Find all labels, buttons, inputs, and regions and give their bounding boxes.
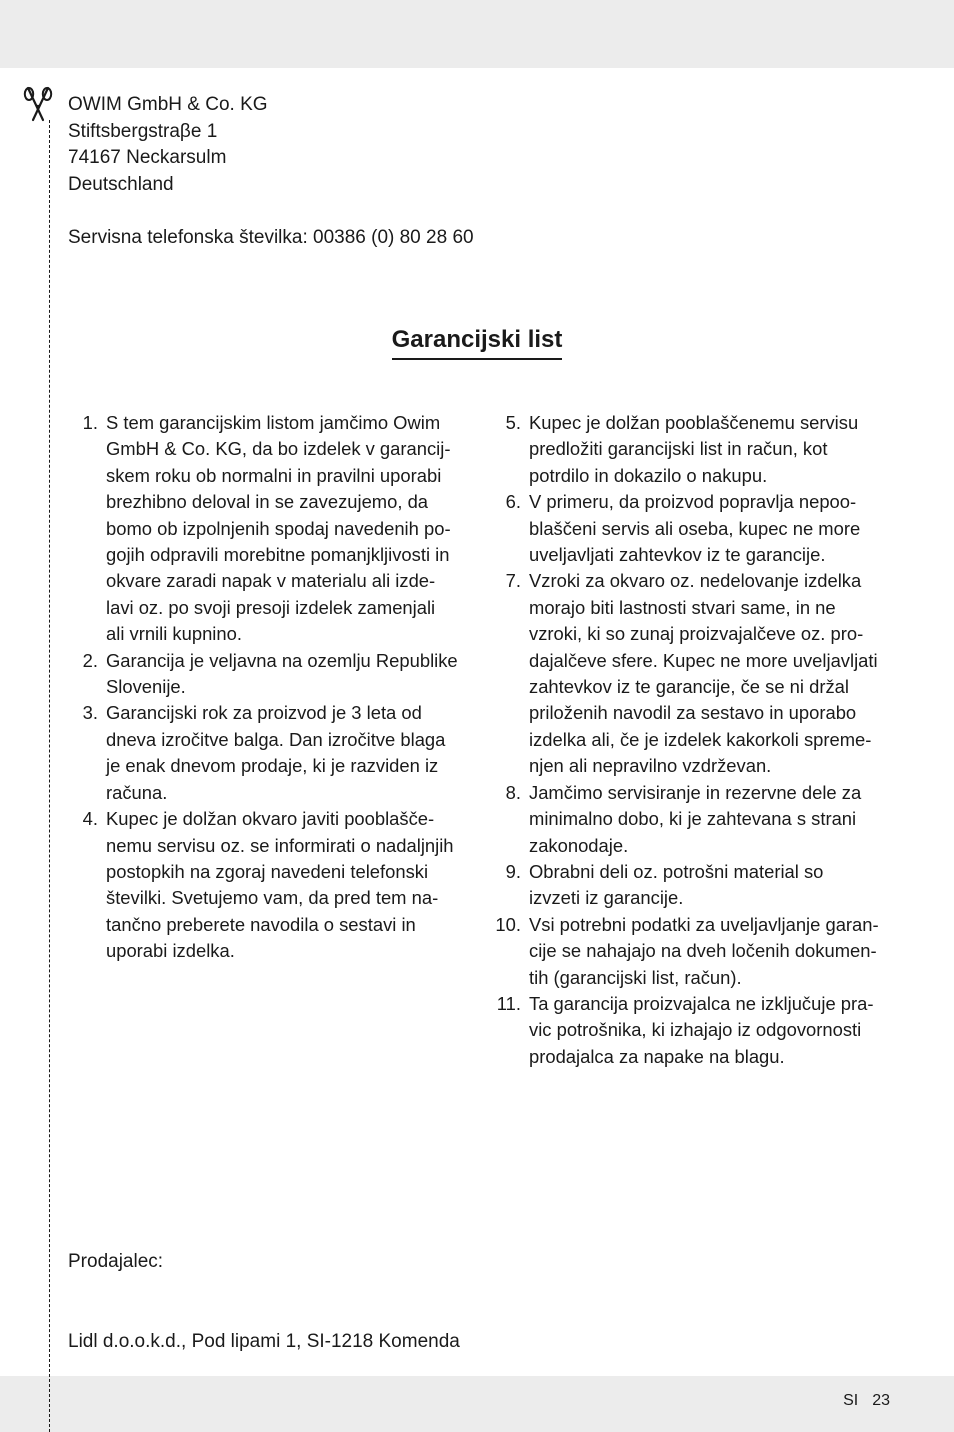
page-number: 23 <box>872 1392 890 1409</box>
term-text-line: zakonodaje. <box>529 834 629 856</box>
term-number: 11. <box>496 992 521 1014</box>
term-text-line: potrdilo in dokazilo o nakupu. <box>529 464 768 486</box>
term-text-line: Garancija je veljavna na ozemlju Republike <box>106 649 458 671</box>
seller-label: Prodajalec: <box>68 1251 164 1272</box>
term-text-line: GmbH & Co. KG, da bo izdelek v garancij- <box>106 438 451 460</box>
term-text-line: Garancijski rok za proizvod je 3 leta od <box>106 702 422 724</box>
term-text-line: cije se nahajajo na dveh ločenih dokumen- <box>529 940 877 962</box>
term-text-line: lavi oz. po svoji presoji izdelek zamenjali <box>106 596 436 618</box>
company-name: OWIM GmbH & Co. KG <box>68 94 268 115</box>
term-item <box>68 648 468 701</box>
term-text-line: Kupec je dolžan okvaro javiti pooblašče- <box>106 808 435 830</box>
term-text-line: izvzeti iz garancije. <box>529 887 684 909</box>
language-code: SI <box>843 1392 859 1409</box>
term-text-line: prodajalca za napake na blagu. <box>529 1045 785 1067</box>
term-text-line: Vzroki za okvaro oz. nedelovanje izdelka <box>529 570 862 592</box>
term-text-line: brezhibno deloval in se zavezujemo, da <box>106 491 429 513</box>
term-text-line: računa. <box>106 781 168 803</box>
term-text-line: Obrabni deli oz. potrošni material so <box>529 860 824 882</box>
service-phone: Servisna telefonska številka: 00386 (0) 80 28 60 <box>68 227 474 248</box>
term-item <box>68 806 468 964</box>
terms-list-left <box>68 410 468 965</box>
term-number: 8. <box>505 781 521 803</box>
scissors-icon <box>22 84 54 124</box>
term-number: 9. <box>505 860 521 882</box>
term-number: 3. <box>82 702 98 724</box>
term-text-line: blaščeni servis ali oseba, kupec ne more <box>529 517 861 539</box>
term-number: 4. <box>82 808 98 830</box>
term-text-line: predložiti garancijski list in račun, kot <box>529 438 828 460</box>
manufacturer-address <box>68 92 268 198</box>
term-text-line: Ta garancija proizvajalca ne izključuje pra- <box>529 992 874 1014</box>
top-band <box>0 0 954 68</box>
term-text-line: minimalno dobo, ki je zahtevana s strani <box>529 808 857 830</box>
term-number: 7. <box>505 570 521 592</box>
term-item <box>486 568 890 779</box>
term-item <box>486 912 890 991</box>
term-text-line: bomo ob izpolnjenih spodaj navedenih po- <box>106 517 451 539</box>
term-text-line: S tem garancijskim listom jamčimo Owim <box>106 412 441 433</box>
country-line: Deutschland <box>68 173 174 195</box>
term-text-line: je enak dnevom prodaje, ki je razviden iz <box>106 755 439 777</box>
terms-list-right <box>486 410 890 1070</box>
term-text-line: Jamčimo servisiranje in rezervne dele za <box>529 781 862 803</box>
term-text-line: vzroki, ki so zunaj proizvajalčeve oz. pro- <box>529 623 864 645</box>
term-item <box>68 410 468 648</box>
term-text-line: zahtevkov iz te garancije, če se ni držal <box>529 676 849 698</box>
term-text-line: V primeru, da proizvod popravlja nepoo- <box>529 491 857 513</box>
term-number: 2. <box>82 649 98 671</box>
term-text-line: dneva izročitve balga. Dan izročitve blaga <box>106 728 446 750</box>
term-item <box>68 700 468 806</box>
term-text-line: tančno preberete navodila o sestavi in <box>106 913 416 935</box>
term-text-line: Vsi potrebni podatki za uveljavljanje garan- <box>529 913 879 935</box>
cut-line <box>49 120 50 1432</box>
term-text-line: vic potrošnika, ki izhajajo iz odgovornosti <box>529 1019 862 1041</box>
term-text-line: gojih odpravili morebitne pomanjkljivosti in <box>106 544 450 566</box>
street-line: Stiftsbergstraβe 1 <box>68 120 218 142</box>
term-text-line: Kupec je dolžan pooblaščenemu servisu <box>529 412 859 433</box>
term-text-line: uveljavljati zahtevkov iz te garancije. <box>529 544 826 566</box>
term-number: 5. <box>505 412 521 433</box>
city-line: 74167 Neckarsulm <box>68 147 227 169</box>
term-text-line: Slovenije. <box>106 676 186 698</box>
document-title-wrapper <box>0 324 954 360</box>
term-item <box>486 991 890 1070</box>
term-text-line: tih (garancijski list, račun). <box>529 966 742 988</box>
term-number: 6. <box>505 491 521 513</box>
term-text-line: uporabi izdelka. <box>106 940 235 962</box>
term-text-line: nemu servisu oz. se informirati o nadaljnjih <box>106 834 454 856</box>
page-footer <box>800 1390 890 1412</box>
term-number: 10. <box>495 913 521 935</box>
term-item <box>486 859 890 912</box>
seller-address: Lidl d.o.o.k.d., Pod lipami 1, SI-1218 Komenda <box>68 1331 460 1352</box>
term-text-line: njen ali nepravilno vzdrževan. <box>529 755 772 777</box>
term-item <box>486 780 890 859</box>
term-text-line: dajalčeve sfere. Kupec ne more uveljavljati <box>529 649 878 671</box>
term-text-line: postopkih na zgoraj navedeni telefonski <box>106 860 429 882</box>
term-text-line: izdelka ali, če je izdelek kakorkoli spreme- <box>529 728 872 750</box>
term-text-line: okvare zaradi napak v materialu ali izde- <box>106 570 436 592</box>
term-number: 1. <box>82 412 98 433</box>
document-title: Garancijski list <box>392 324 563 360</box>
term-text-line: priloženih navodil za sestavo in uporabo <box>529 702 857 724</box>
term-text-line: številki. Svetujemo vam, da pred tem na- <box>106 887 439 909</box>
term-item <box>486 489 890 568</box>
term-text-line: ali vrnili kupnino. <box>106 623 242 645</box>
term-item <box>486 410 890 489</box>
term-text-line: skem roku ob normalni in pravilni uporabi <box>106 464 442 486</box>
term-text-line: morajo biti lastnosti stvari same, in ne <box>529 596 836 618</box>
